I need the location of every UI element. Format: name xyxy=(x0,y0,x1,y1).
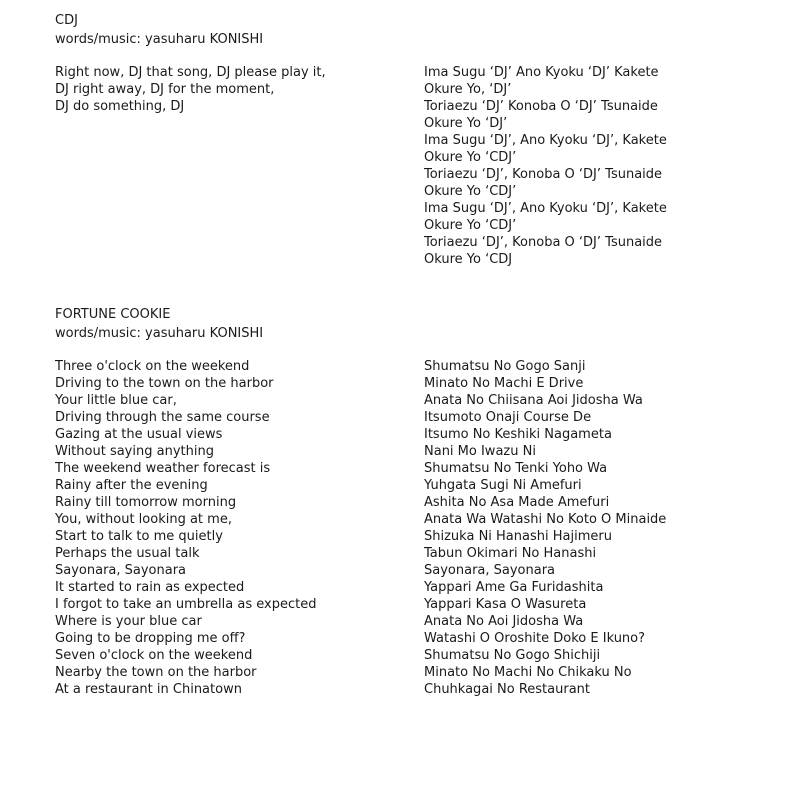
lyric-line: Itsumo No Keshiki Nagameta xyxy=(424,427,612,442)
lyric-line: Okure Yo ‘CDJ xyxy=(424,252,513,267)
lyric-line: Ashita No Asa Made Amefuri xyxy=(424,495,610,510)
lyric-line: Nearby the town on the harbor xyxy=(55,665,257,680)
lyric-line: Right now, DJ that song, DJ please play it, xyxy=(55,65,326,80)
song-credits: words/music: yasuharu KONISHI xyxy=(55,326,264,341)
lyric-line: Sayonara, Sayonara xyxy=(424,563,556,578)
lyric-line: Okure Yo, ‘DJ’ xyxy=(424,82,512,97)
lyric-line: Yuhgata Sugi Ni Amefuri xyxy=(424,478,582,493)
lyric-line: Three o'clock on the weekend xyxy=(55,359,250,374)
lyric-line: At a restaurant in Chinatown xyxy=(55,682,242,697)
song-credits: words/music: yasuharu KONISHI xyxy=(55,32,264,47)
lyric-line: Okure Yo ‘DJ’ xyxy=(424,116,508,131)
lyric-line: Driving through the same course xyxy=(55,410,270,425)
lyric-line: Gazing at the usual views xyxy=(55,427,223,442)
lyric-line: Sayonara, Sayonara xyxy=(55,563,187,578)
lyrics-romaji xyxy=(424,358,666,698)
song-title: CDJ xyxy=(55,13,78,28)
lyric-line: Driving to the town on the harbor xyxy=(55,376,274,391)
lyric-line: I forgot to take an umbrella as expected xyxy=(55,597,317,612)
lyric-line: Anata No Chiisana Aoi Jidosha Wa xyxy=(424,393,643,408)
lyric-line: The weekend weather forecast is xyxy=(55,461,271,476)
lyrics-english xyxy=(55,358,316,698)
lyric-line: Seven o'clock on the weekend xyxy=(55,648,253,663)
lyric-line: Ima Sugu ‘DJ’ Ano Kyoku ‘DJ’ Kakete xyxy=(424,65,659,80)
lyric-line: Ima Sugu ‘DJ’, Ano Kyoku ‘DJ’, Kakete xyxy=(424,133,667,148)
lyric-line: Toriaezu ‘DJ’, Konoba O ‘DJ’ Tsunaide xyxy=(424,235,663,250)
lyric-line: Anata Wa Watashi No Koto O Minaide xyxy=(424,512,667,527)
lyric-line: Okure Yo ‘CDJ’ xyxy=(424,184,517,199)
lyric-line: Shumatsu No Gogo Shichiji xyxy=(424,648,601,663)
lyric-line: Where is your blue car xyxy=(55,614,202,629)
lyric-line: DJ do something, DJ xyxy=(55,99,185,114)
lyric-line: Itsumoto Onaji Course De xyxy=(424,410,592,425)
lyric-line: Chuhkagai No Restaurant xyxy=(424,682,591,697)
lyric-line: Minato No Machi No Chikaku No xyxy=(424,665,632,680)
lyric-line: Shumatsu No Tenki Yoho Wa xyxy=(424,461,608,476)
lyric-line: Toriaezu ‘DJ’ Konoba O ‘DJ’ Tsunaide xyxy=(424,99,658,114)
lyric-line: Anata No Aoi Jidosha Wa xyxy=(424,614,584,629)
lyric-line: Minato No Machi E Drive xyxy=(424,376,584,391)
lyric-line: Nani Mo Iwazu Ni xyxy=(424,444,536,459)
lyric-line: Watashi O Oroshite Doko E Ikuno? xyxy=(424,631,646,646)
lyrics-english xyxy=(55,64,326,115)
lyric-line: DJ right away, DJ for the moment, xyxy=(55,82,275,97)
lyric-line: Shumatsu No Gogo Sanji xyxy=(424,359,586,374)
lyric-line: Going to be dropping me off? xyxy=(55,631,246,646)
lyric-line: Shizuka Ni Hanashi Hajimeru xyxy=(424,529,612,544)
lyrics-romaji xyxy=(424,64,667,268)
lyric-line: Okure Yo ‘CDJ’ xyxy=(424,150,517,165)
lyric-line: Rainy till tomorrow morning xyxy=(55,495,237,510)
lyric-line: Start to talk to me quietly xyxy=(55,529,223,544)
lyric-line: It started to rain as expected xyxy=(55,580,245,595)
lyric-line: Your little blue car, xyxy=(55,393,177,408)
lyric-line: Yappari Ame Ga Furidashita xyxy=(424,580,604,595)
lyric-line: Perhaps the usual talk xyxy=(55,546,200,561)
lyric-line: Toriaezu ‘DJ’, Konoba O ‘DJ’ Tsunaide xyxy=(424,167,663,182)
lyric-line: Tabun Okimari No Hanashi xyxy=(424,546,597,561)
lyric-line: Ima Sugu ‘DJ’, Ano Kyoku ‘DJ’, Kakete xyxy=(424,201,667,216)
lyric-line: You, without looking at me, xyxy=(55,512,232,527)
song-title: FORTUNE COOKIE xyxy=(55,307,171,322)
lyric-line: Yappari Kasa O Wasureta xyxy=(424,597,587,612)
lyric-line: Okure Yo ‘CDJ’ xyxy=(424,218,517,233)
lyric-line: Rainy after the evening xyxy=(55,478,208,493)
lyric-line: Without saying anything xyxy=(55,444,214,459)
